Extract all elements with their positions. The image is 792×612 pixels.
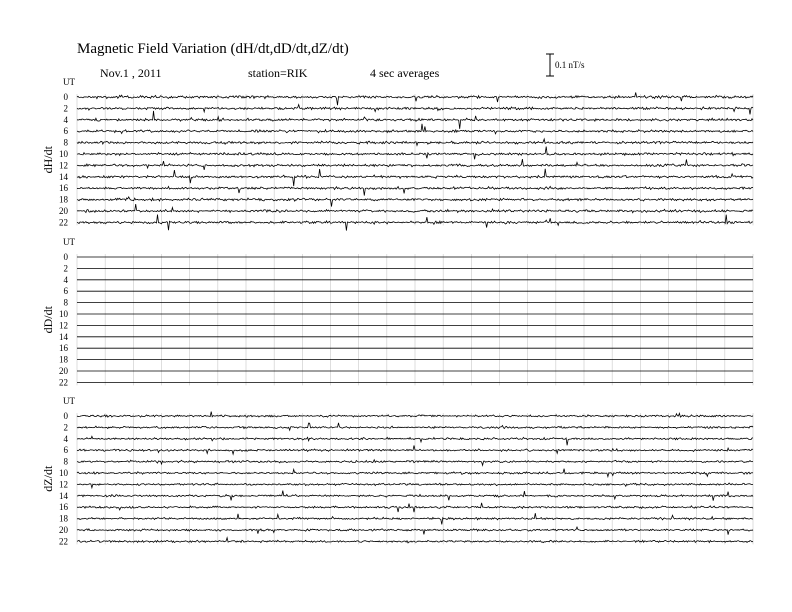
row-label: 14: [59, 331, 68, 342]
row-label: 8: [63, 456, 68, 467]
row-label: 20: [59, 366, 68, 376]
date-label: Nov.1 , 2011: [100, 66, 162, 80]
scale-bar-label: 0.1 nT/s: [555, 60, 585, 70]
row-label: 14: [59, 171, 68, 182]
row-label: 2: [63, 422, 68, 433]
row-label: 20: [59, 206, 68, 216]
row-label: 12: [59, 479, 68, 490]
row-label: 22: [59, 536, 68, 547]
row-label: 6: [63, 286, 68, 297]
row-label: 12: [59, 160, 68, 171]
row-label: 16: [59, 343, 68, 354]
row-label: 0: [63, 252, 68, 262]
panel-unit-label: UT: [63, 77, 75, 87]
chart-title: Magnetic Field Variation (dH/dt,dD/dt,dZ/dt): [77, 41, 349, 57]
row-label: 0: [63, 411, 68, 421]
averaging-label: 4 sec averages: [370, 66, 440, 80]
row-label: 0: [63, 92, 68, 102]
row-label: 16: [59, 183, 68, 194]
row-label: 2: [63, 103, 68, 114]
panel-unit-label: UT: [63, 396, 75, 406]
row-label: 8: [63, 137, 68, 148]
row-label: 4: [63, 274, 68, 285]
row-label: 14: [59, 490, 68, 501]
row-label: 10: [59, 149, 68, 159]
panel-axis-label: dH/dt: [41, 146, 55, 174]
station-label: station=RIK: [248, 66, 308, 80]
row-label: 12: [59, 320, 68, 331]
panel-axis-label: dZ/dt: [41, 465, 55, 492]
row-label: 8: [63, 297, 68, 308]
row-label: 18: [59, 513, 68, 524]
panel-unit-label: UT: [63, 237, 75, 247]
row-label: 22: [59, 377, 68, 388]
row-label: 6: [63, 445, 68, 456]
row-label: 10: [59, 309, 68, 319]
row-label: 20: [59, 525, 68, 535]
row-label: 18: [59, 354, 68, 365]
row-label: 10: [59, 468, 68, 478]
row-label: 16: [59, 502, 68, 513]
row-label: 4: [63, 433, 68, 444]
row-label: 18: [59, 194, 68, 205]
row-label: 22: [59, 217, 68, 228]
row-label: 4: [63, 114, 68, 125]
panel-axis-label: dD/dt: [41, 306, 55, 334]
row-label: 6: [63, 126, 68, 137]
row-label: 2: [63, 263, 68, 274]
